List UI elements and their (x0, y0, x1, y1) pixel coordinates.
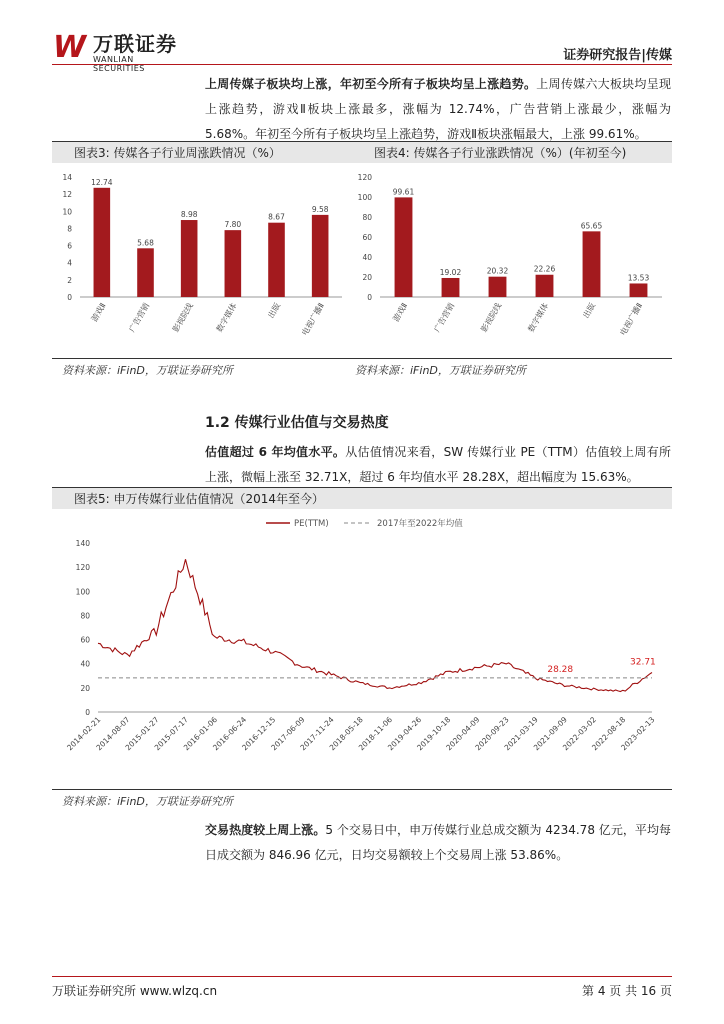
fig4-bar (395, 197, 413, 297)
paragraph-body: 上周传媒六大板块均呈现上涨趋势，游戏Ⅱ板块上涨最多，涨幅为 12.74%，广告营销上涨最少，涨幅为 5.68%。年初至今所有子板块均呈上涨趋势，游戏Ⅱ板块涨幅最大，上涨 99.61%。 (205, 77, 671, 141)
fig5-x-tick-label: 2017-11-24 (298, 715, 336, 753)
fig5-x-tick-label: 2015-07-17 (152, 715, 190, 753)
fig3-y-tick-label: 4 (67, 258, 72, 268)
fig3-bar (137, 248, 154, 297)
footer-company: 万联证券研究所 www.wlzq.cn (52, 984, 218, 998)
fig3-y-tick-label: 2 (67, 275, 72, 285)
fig5-y-tick-label: 60 (80, 635, 90, 645)
fig4-y-tick-label: 100 (357, 193, 372, 202)
fig3-y-tick-label: 12 (62, 190, 72, 200)
fig3-bar (312, 215, 329, 297)
fig5-x-tick-label: 2020-09-23 (473, 715, 511, 753)
fig3-category-label: 数字媒体 (214, 301, 239, 334)
fig4-category-label: 出版 (581, 301, 598, 320)
fig5-y-tick-label: 40 (80, 659, 90, 669)
fig4-bar (583, 231, 601, 297)
fig4-chart (352, 163, 672, 353)
fig5-x-tick-label: 2016-01-06 (181, 715, 220, 753)
company-logo (53, 30, 187, 73)
fig3-bar (225, 230, 242, 297)
fig5-y-tick-label: 100 (75, 587, 90, 597)
fig4-source: 资料来源：iFinD，万联证券研究所 (355, 364, 526, 377)
fig4-y-tick-label: 40 (362, 253, 372, 262)
fig3-data-label: 12.74 (91, 177, 113, 187)
fig3-bar (181, 220, 198, 297)
fig3-bar (94, 188, 111, 297)
fig5-x-tick-label: 2019-10-18 (415, 715, 453, 753)
fig3-data-label: 5.68 (137, 238, 154, 248)
fig3-data-label: 8.67 (268, 212, 285, 222)
fig4-category-label: 广告营销 (432, 301, 457, 334)
paragraph-trading (205, 818, 671, 868)
fig3-chart (52, 163, 352, 353)
fig3-y-tick-label: 0 (67, 293, 72, 302)
fig4-data-label: 19.02 (439, 267, 462, 277)
fig5-x-tick-label: 2021-09-09 (531, 715, 569, 753)
fig3-bar (268, 223, 285, 297)
fig5-x-tick-label: 2015-01-27 (123, 715, 161, 753)
fig3-category-label: 影视院线 (171, 301, 195, 334)
fig5-x-tick-label: 2023-02-13 (619, 715, 657, 753)
fig4-category-label: 电视广播Ⅱ (618, 301, 645, 338)
fig5-x-tick-label: 2020-04-09 (444, 715, 482, 753)
fig5-bottom-rule (52, 789, 672, 790)
fig5-annotation-latest: 32.71 (630, 657, 656, 668)
fig4-title: 图表4: 传媒各子行业涨跌情况（%）(年初至今) (352, 141, 672, 163)
paragraph-body: 从估值情况来看，SW 传媒行业 PE（TTM）估值较上周有所上涨，微幅上涨至 32.71X，超过 6 年均值水平 28.28X，超出幅度为 15.63%。 (205, 445, 671, 484)
fig3-category-label: 出版 (266, 301, 283, 320)
logo-english-name: WANLIAN SECURITIES (93, 55, 145, 73)
fig5-x-tick-label: 2016-06-24 (211, 715, 249, 753)
paragraph-body: 5 个交易日中，申万传媒行业总成交额为 4234.78 亿元，平均每日成交额为 846.96 亿元，日均交易额较上个交易周上涨 53.86%。 (205, 823, 671, 862)
fig3-source: 资料来源：iFinD，万联证券研究所 (62, 364, 233, 377)
fig4-data-label: 22.26 (533, 264, 556, 274)
fig5-x-tick-label: 2019-04-26 (385, 715, 424, 753)
fig5-x-tick-label: 2018-11-06 (356, 715, 394, 753)
fig4-category-label: 数字媒体 (526, 301, 551, 334)
logo-mark: W (53, 30, 87, 65)
fig5-x-tick-label: 2021-03-19 (502, 715, 540, 753)
fig4-y-tick-label: 60 (362, 233, 372, 242)
fig4-y-tick-label: 20 (362, 273, 372, 282)
fig3-plot (62, 173, 342, 337)
fig5-x-tick-label: 2014-02-21 (65, 715, 103, 753)
fig4-data-label: 13.53 (627, 273, 650, 283)
fig5-title: 图表5: 申万传媒行业估值情况（2014年至今） (52, 487, 672, 509)
fig5-source: 资料来源：iFinD，万联证券研究所 (62, 795, 233, 808)
fig4-category-label: 游戏Ⅱ (391, 301, 410, 324)
fig4-data-label: 20.32 (486, 266, 509, 276)
fig5-y-tick-label: 20 (80, 683, 90, 693)
fig3-data-label: 7.80 (224, 220, 242, 230)
fig5-y-tick-label: 80 (80, 611, 90, 621)
fig3-category-label: 广告营销 (127, 301, 152, 334)
fig3-y-tick-label: 8 (67, 224, 72, 234)
fig5-x-tick-label: 2017-06-09 (269, 715, 307, 753)
fig5-x-tick-label: 2014-08-07 (94, 715, 132, 753)
fig4-data-label: 65.65 (580, 221, 603, 231)
fig4-y-tick-label: 80 (362, 213, 372, 222)
fig4-plot (358, 173, 662, 337)
fig3-title: 图表3: 传媒各子行业周涨跌情况（%） (52, 141, 352, 163)
fig34-bottom-rule (52, 358, 672, 359)
fig4-bar (442, 278, 460, 297)
fig5-legend-pe-label: PE(TTM) (294, 519, 329, 529)
footer-divider (52, 976, 672, 977)
fig5-x-tick-label: 2022-08-18 (590, 715, 628, 753)
paragraph-sector-performance (205, 72, 671, 147)
paragraph-lead: 估值超过 6 年均值水平。 (205, 445, 346, 459)
fig3-y-tick-label: 14 (62, 173, 72, 182)
fig3-category-label: 电视广播Ⅱ (300, 301, 326, 338)
fig5-y-tick-label: 0 (85, 708, 90, 717)
fig4-category-label: 影视院线 (479, 301, 504, 334)
fig4-data-label: 99.61 (392, 187, 415, 197)
fig5-plot (65, 518, 656, 752)
fig5-y-tick-label: 120 (75, 563, 90, 573)
fig3-data-label: 8.98 (180, 210, 198, 220)
fig4-bar (536, 275, 554, 297)
fig3-y-tick-label: 10 (62, 207, 72, 217)
fig3-category-label: 游戏Ⅱ (89, 301, 108, 324)
fig5-legend-mean-label: 2017年至2022年均值 (377, 519, 463, 529)
fig4-y-tick-label: 0 (367, 293, 372, 302)
section-heading: 1.2 传媒行业估值与交易热度 (205, 415, 389, 431)
fig5-x-tick-label: 2016-12-15 (240, 715, 278, 753)
report-type: 证券研究报告|传媒 (563, 48, 672, 63)
paragraph-lead: 交易热度较上周上涨。 (205, 823, 326, 837)
paragraph-valuation (205, 440, 671, 490)
fig3-data-label: 9.58 (311, 204, 329, 214)
fig5-chart (52, 509, 672, 787)
fig4-bar (489, 277, 507, 297)
paragraph-lead: 上周传媒子板块均上涨，年初至今所有子板块均呈上涨趋势。 (205, 77, 537, 91)
header-divider (52, 64, 672, 65)
fig4-bar (630, 283, 648, 297)
fig5-y-tick-label: 140 (75, 539, 90, 548)
fig5-x-tick-label: 2022-03-02 (560, 715, 599, 753)
footer-page-number: 第 4 页 共 16 页 (582, 984, 672, 998)
fig5-annotation-mean: 28.28 (547, 664, 574, 675)
fig3-y-tick-label: 6 (67, 241, 72, 251)
fig5-x-tick-label: 2018-05-18 (327, 715, 365, 753)
logo-chinese-name: 万联证券 (93, 32, 177, 56)
fig4-y-tick-label: 120 (357, 173, 372, 182)
